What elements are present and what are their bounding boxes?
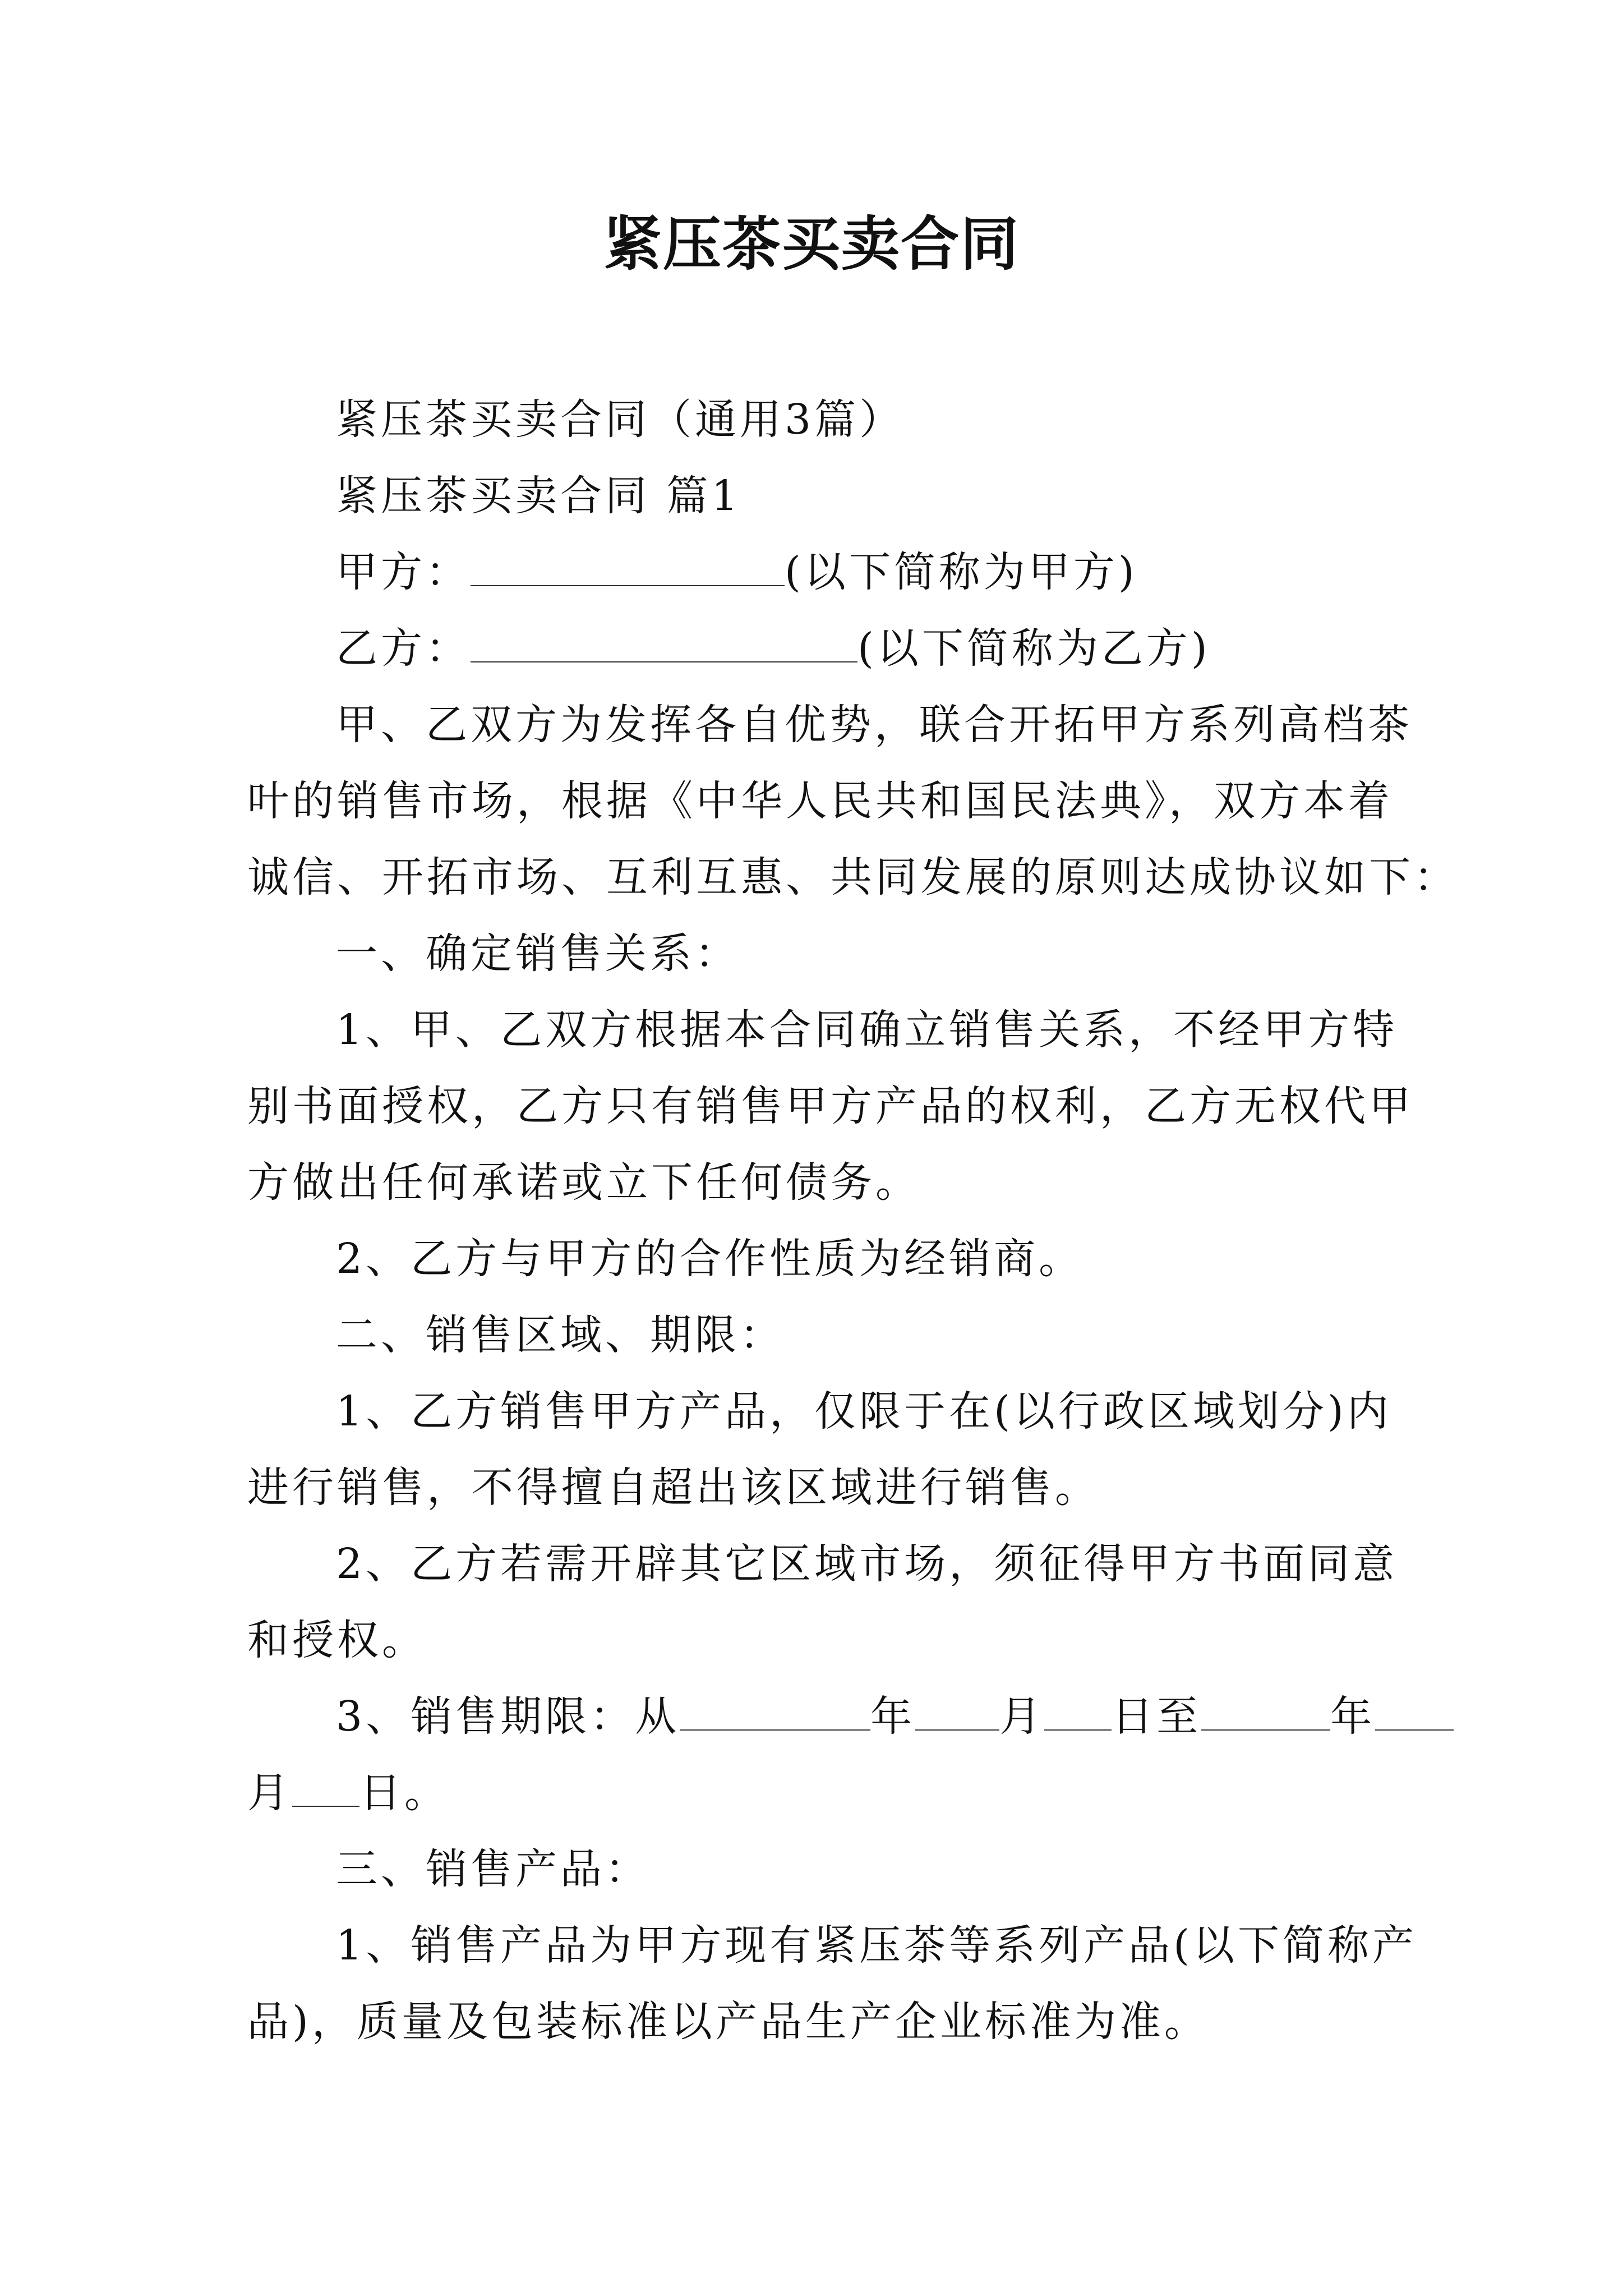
article1-item2: 2、乙方与甲方的合作性质为经销商。	[336, 1235, 1084, 1283]
article1-title: 一、确定销售关系：	[336, 930, 740, 978]
party-b-note: (以下简称为乙方)	[857, 624, 1211, 673]
sales-period-line	[247, 1678, 1386, 1755]
intro-line: 甲、乙双方为发挥各自优势，联合开拓甲方系列高档茶	[336, 701, 1413, 749]
document-body	[247, 381, 1459, 2060]
party-a-note: (以下简称为甲方)	[785, 548, 1138, 596]
start-year-blank	[680, 1692, 870, 1731]
end-year-blank	[1201, 1692, 1330, 1731]
sales-period-prefix: 3、销售期限：从	[336, 1692, 680, 1741]
start-month-label: 月	[999, 1692, 1045, 1741]
party-b-label: 乙方：	[336, 624, 471, 673]
article1-item1-line: 方做出任何承诺或立下任何债务。	[247, 1158, 920, 1207]
section-heading: 紧压茶买卖合同 篇1	[336, 472, 741, 520]
end-month-blank	[1375, 1692, 1454, 1731]
party-a-label: 甲方：	[336, 548, 471, 596]
party-b-line	[247, 610, 1386, 687]
end-day-blank	[292, 1769, 359, 1807]
article2-title: 二、销售区域、期限：	[336, 1311, 785, 1359]
document-title: 紧压茶买卖合同	[603, 209, 1020, 278]
article2-item1-line: 进行销售，不得擅自超出该区域进行销售。	[247, 1464, 1100, 1512]
start-month-blank	[915, 1692, 999, 1731]
article2-item2-line: 2、乙方若需开辟其它区域市场，须征得甲方书面同意	[336, 1540, 1398, 1588]
article3-item1-line: 品)，质量及包装标准以产品生产企业标准为准。	[247, 1998, 1209, 2046]
start-day-label: 日至	[1112, 1692, 1202, 1741]
article2-item2-line: 和授权。	[247, 1616, 427, 1664]
end-month-label: 月	[247, 1769, 292, 1817]
article1-item1-line: 别书面授权，乙方只有销售甲方产品的权利，乙方无权代甲	[247, 1082, 1414, 1130]
article3-item1-line: 1、销售产品为甲方现有紧压茶等系列产品(以下简称产	[336, 1921, 1417, 1970]
end-year-label: 年	[1330, 1692, 1376, 1741]
intro-line: 诚信、开拓市场、互利互惠、共同发展的原则达成协议如下：	[247, 853, 1459, 901]
sales-period-line-2	[247, 1755, 1386, 1831]
article1-item1-line: 1、甲、乙双方根据本合同确立销售关系，不经甲方特	[336, 1006, 1398, 1054]
party-b-blank	[471, 624, 857, 662]
party-a-line	[247, 534, 1386, 610]
article3-title: 三、销售产品：	[336, 1845, 650, 1893]
start-day-blank	[1044, 1692, 1112, 1731]
start-year-label: 年	[870, 1692, 916, 1741]
intro-line: 叶的销售市场，根据《中华人民共和国民法典》，双方本着	[247, 777, 1393, 825]
document-subtitle: 紧压茶买卖合同（通用3篇）	[336, 395, 905, 444]
end-day-label: 日。	[359, 1769, 449, 1817]
article2-item1-line: 1、乙方销售甲方产品，仅限于在(以行政区域划分)内	[336, 1387, 1392, 1435]
party-a-blank	[471, 548, 785, 586]
